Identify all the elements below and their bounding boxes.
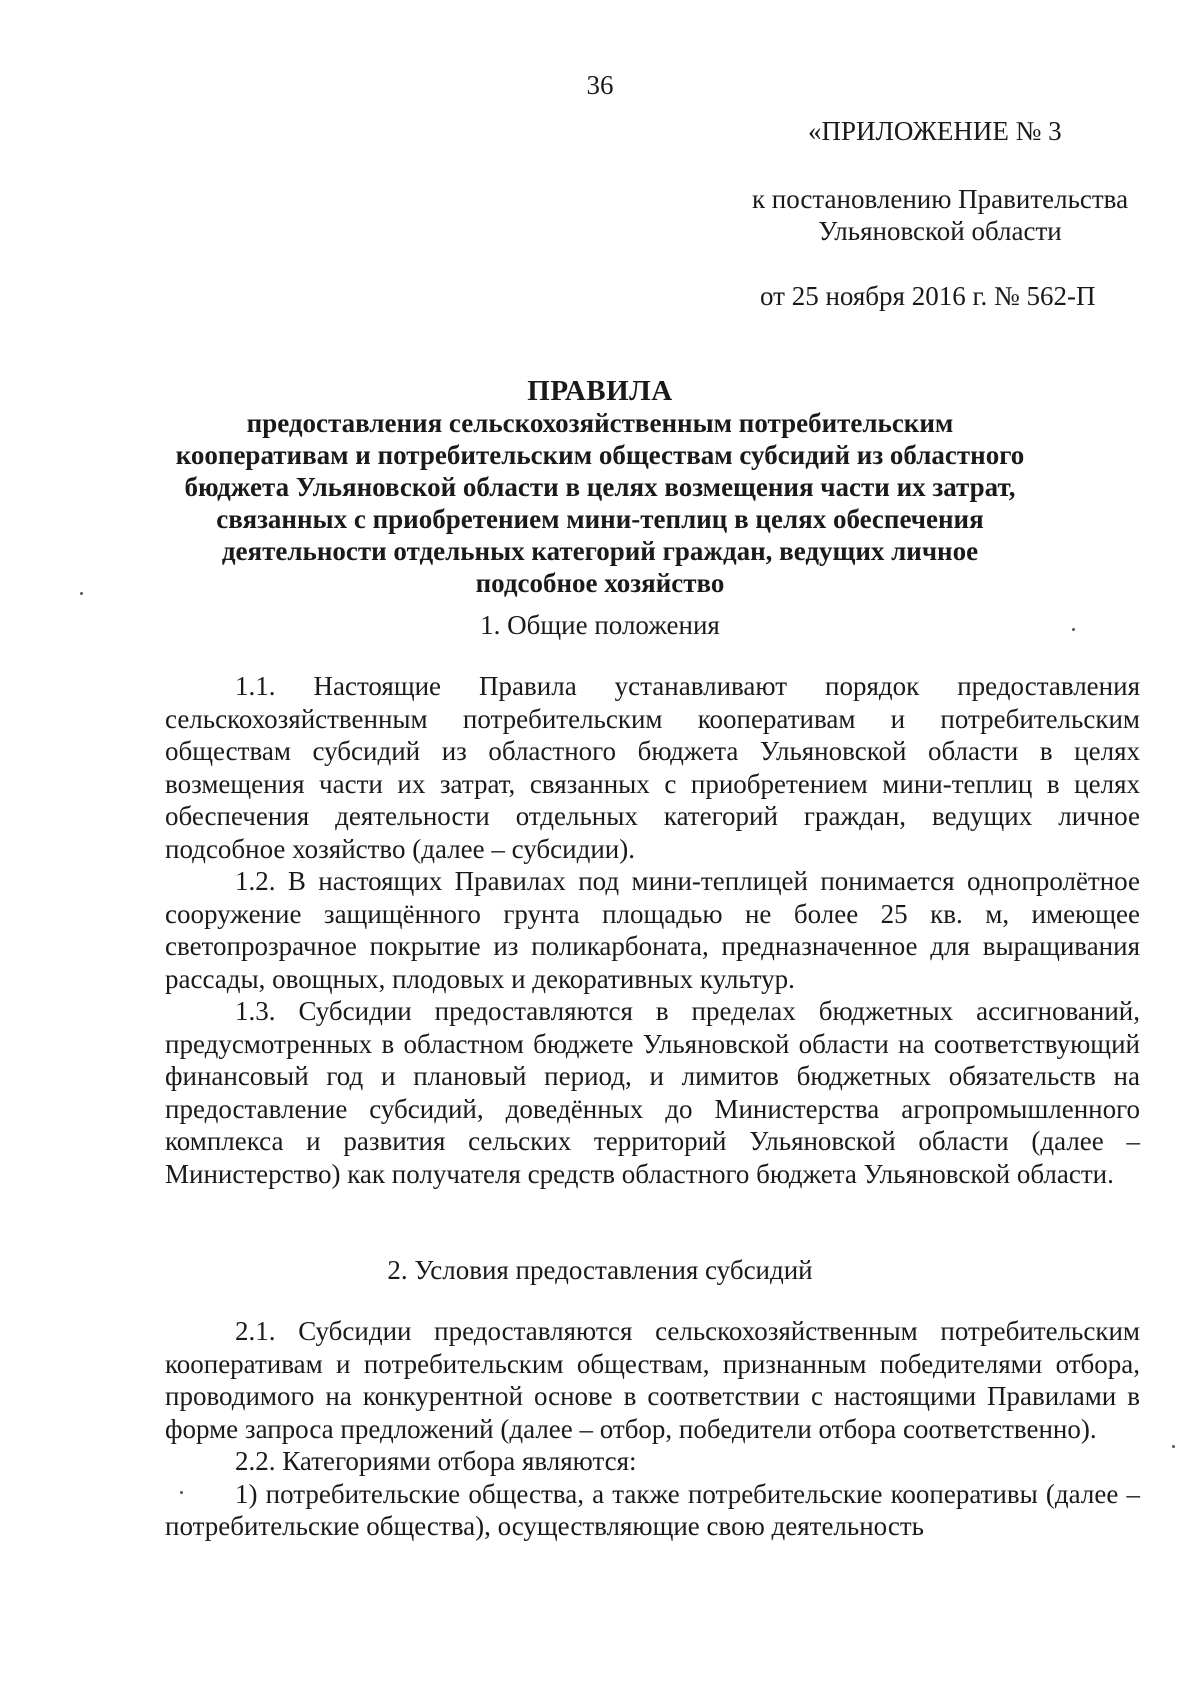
section-heading-general: 1. Общие положения bbox=[480, 610, 720, 640]
paragraph-1-1: 1.1. Настоящие Правила устанавливают порядок предоставления сельскохозяйственным потребительским кооперативам и потребительским обществам субсидий из областного бюджета Ульяновской области в целях возмещения части их затрат, связанных с приобретением мини-теплиц в целях обеспечения деятельности отдельных категорий граждан, ведущих личное подсобное хозяйство (далее – субсидии). bbox=[165, 671, 1140, 864]
scan-speck bbox=[1172, 1445, 1175, 1448]
section-body-general bbox=[165, 670, 1140, 1190]
paragraph-2-2: 2.2. Категориями отбора являются: bbox=[235, 1446, 637, 1476]
appendix-title: «ПРИЛОЖЕНИЕ № 3 bbox=[808, 116, 1062, 146]
paragraph-2-2-item-1: 1) потребительские общества, а также потребительские кооперативы (далее – потребительские общества), осуществляющие свою деятельность bbox=[165, 1478, 1140, 1541]
paragraph-2-1: 2.1. Субсидии предоставляются сельскохозяйственным потребительским кооперативам и потребительским обществам, признанным победителями отбора, проводимого на конкурентной основе в соответствии с настоящими Правилами в форме запроса предложений (далее – отбор, победители отбора соответственно). bbox=[165, 1316, 1140, 1444]
page-number: 36 bbox=[586, 70, 614, 100]
paragraph-1-2: 1.2. В настоящих Правилах под мини-теплицей понимается однопролётное сооружение защищённого грунта площадью не более 25 кв. м, имеющее светопрозрачное покрытие из поликарбоната, предназначенное для выращивания рассады, овощных, плодовых и декоративных культур. bbox=[165, 866, 1140, 994]
document-title-subtitle: предоставления сельскохозяйственным потребительским кооперативам и потребительским обществам субсидий из областного бюджета Ульяновской области в целях возмещения части их затрат, связанных с приобретением мини-теплиц в целях обеспечения деятельности отдельных категорий граждан, ведущих личное подсобное хозяйство bbox=[175, 408, 1025, 598]
appendix-date: от 25 ноября 2016 г. № 562-П bbox=[760, 281, 1096, 311]
document-title-main: ПРАВИЛА bbox=[527, 375, 673, 407]
appendix-reference: к постановлению Правительства Ульяновской области bbox=[751, 184, 1129, 246]
scan-speck bbox=[180, 1491, 183, 1494]
scan-speck bbox=[80, 592, 83, 595]
paragraph-1-3: 1.3. Субсидии предоставляются в пределах бюджетных ассигнований, предусмотренных в областном бюджете Ульяновской области на соответствующий финансовый год и плановый период, и лимитов бюджетных обязательств на предоставление субсидий, доведённых до Министерства агропромышленного комплекса и развития сельских территорий Ульяновской области (далее – Министерство) как получателя средств областного бюджета Ульяновской области. bbox=[165, 996, 1140, 1189]
section-heading-conditions: 2. Условия предоставления субсидий bbox=[387, 1255, 813, 1285]
scan-speck bbox=[1072, 628, 1075, 631]
document-title bbox=[0, 375, 1200, 599]
section-body-conditions bbox=[165, 1315, 1140, 1543]
